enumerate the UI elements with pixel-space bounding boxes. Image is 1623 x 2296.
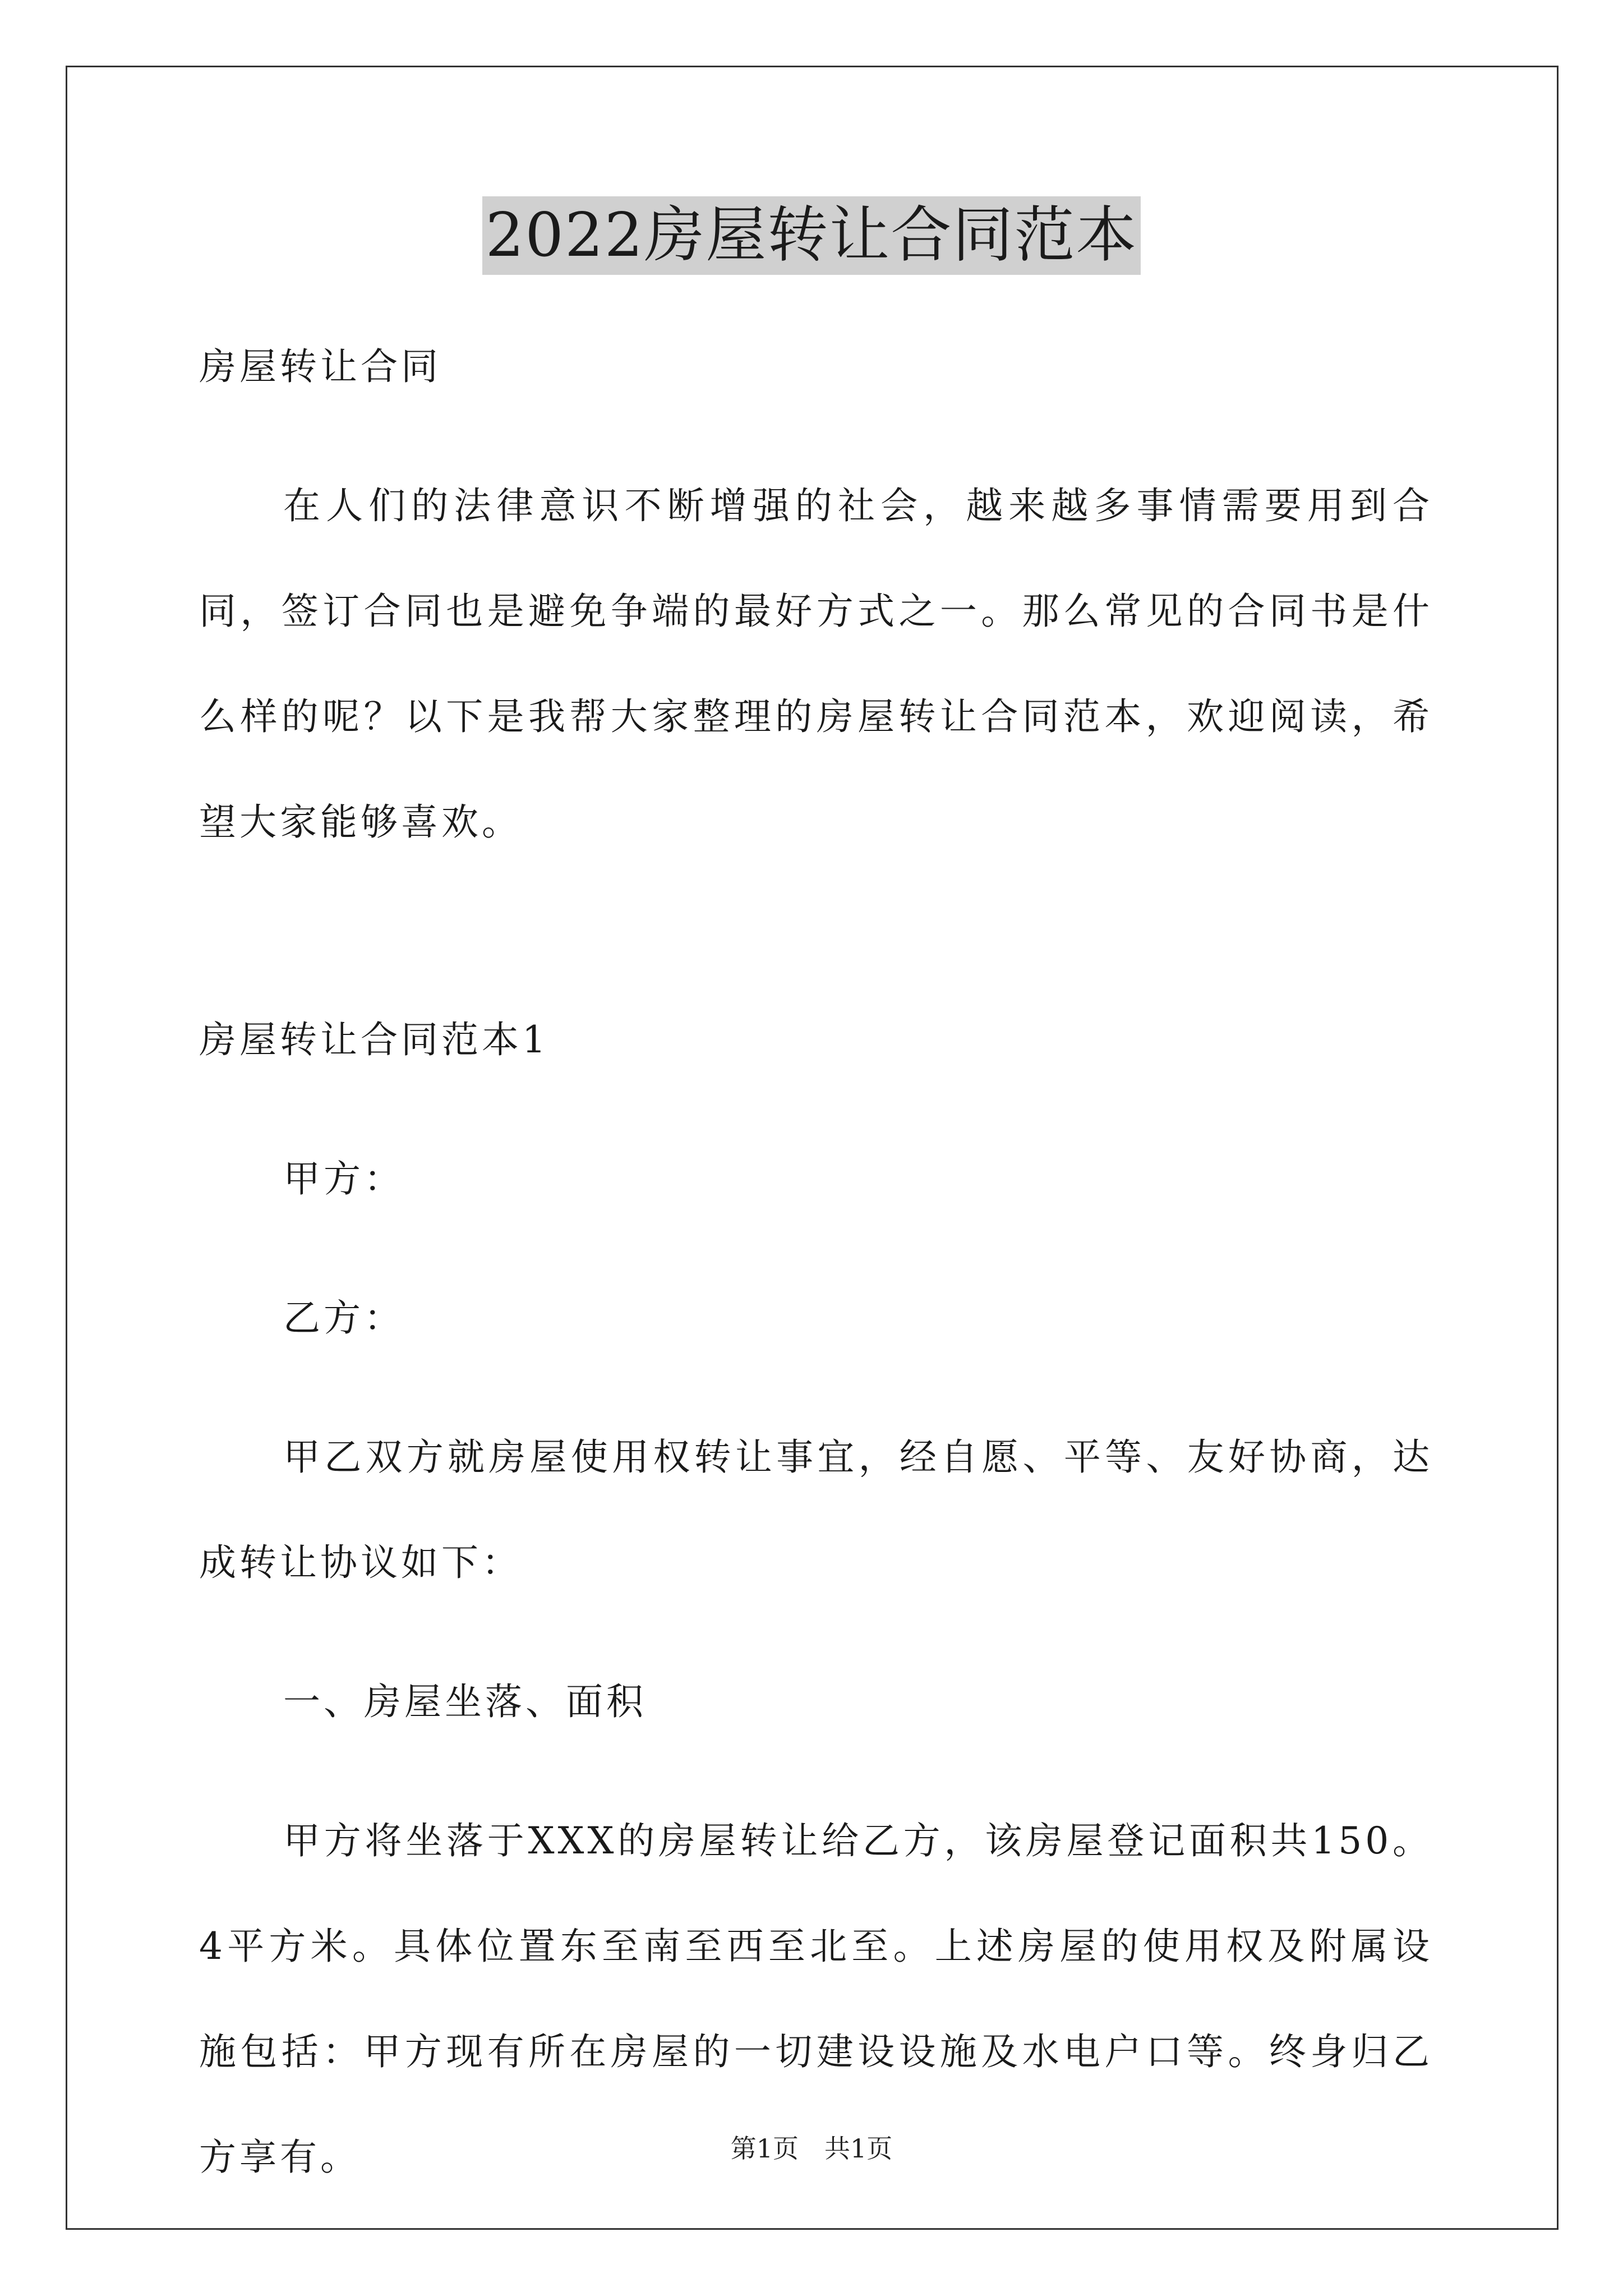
clause-1-body: 甲方将坐落于XXX的房屋转让给乙方，该房屋登记面积共150。4平方米。具体位置东至南至西至北至。上述房屋的使用权及附属设施包括：甲方现有所在房屋的一切建设设施及水电户口等。终身归乙方享有。 bbox=[199, 1819, 1433, 2179]
document-title: 2022房屋转让合同范本 bbox=[482, 196, 1141, 275]
section-title: 房屋转让合同范本1 bbox=[199, 1018, 549, 1061]
party-a-line: 甲方： bbox=[283, 1157, 404, 1200]
document-body bbox=[199, 314, 1433, 2210]
intro-paragraph: 在人们的法律意识不断增强的社会，越来越多事情需要用到合同，签订合同也是避免争端的最好方式之一。那么常见的合同书是什么样的呢？以下是我帮大家整理的房屋转让合同范本，欢迎阅读，希望大家能够喜欢。 bbox=[199, 484, 1433, 844]
clause-1-title: 一、房屋坐落、面积 bbox=[283, 1680, 647, 1723]
agreement-paragraph: 甲乙双方就房屋使用权转让事宜，经自愿、平等、友好协商，达成转让协议如下： bbox=[199, 1435, 1433, 1584]
page-footer: 第1页 共1页 bbox=[730, 2133, 893, 2164]
party-b-line: 乙方： bbox=[283, 1296, 404, 1340]
title-container bbox=[0, 196, 1623, 275]
contract-heading: 房屋转让合同 bbox=[199, 345, 441, 388]
